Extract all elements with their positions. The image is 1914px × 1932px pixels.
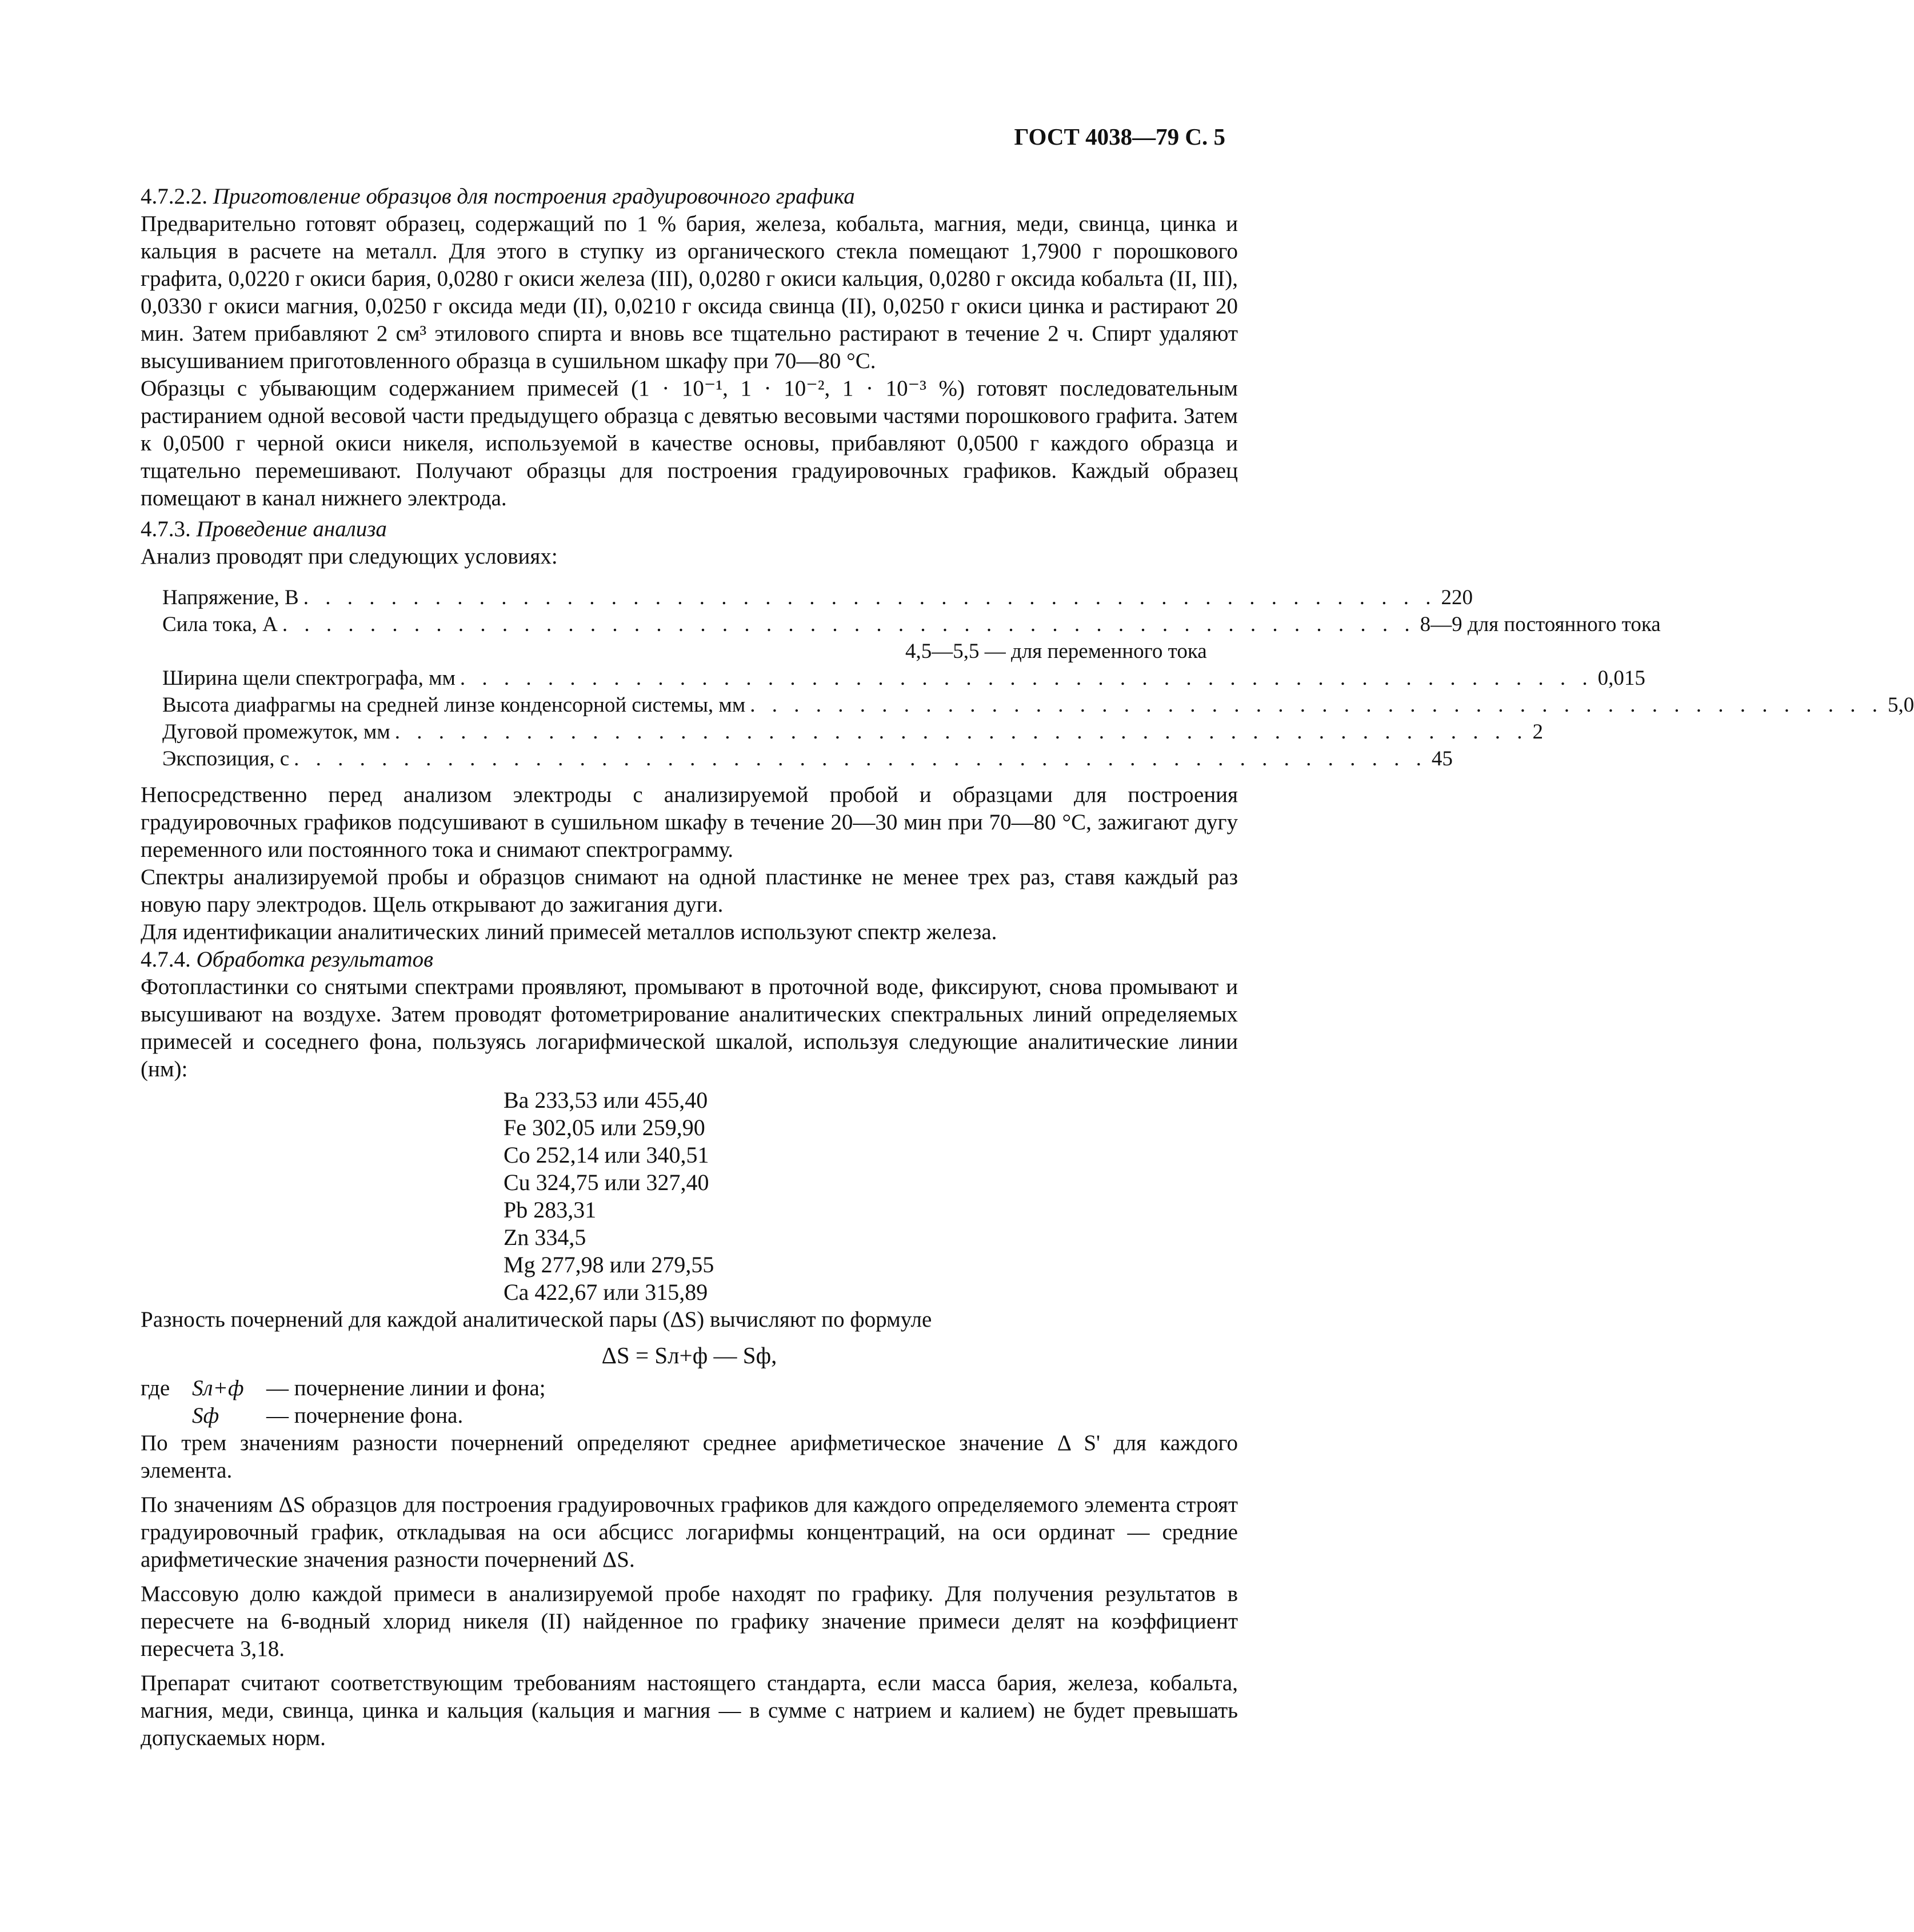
definition-symbol: Sл+ф xyxy=(192,1376,244,1400)
section-title: Проведение анализа xyxy=(196,517,387,541)
condition-value: 220 xyxy=(1441,586,1473,609)
definition-row xyxy=(141,1402,1238,1430)
condition-value-extra: 4,5—5,5 — для переменного тока xyxy=(905,640,1207,663)
analytical-line: Zn 334,5 xyxy=(504,1224,586,1250)
condition-value: 0,015 xyxy=(1597,666,1645,690)
paragraph: Фотопластинки со снятыми спектрами проявляют, промывают в проточной воде, фиксируют, снова промывают и высушивают на воздухе. Затем проводят фотометрирование аналитических спектральных линий определяемых примесей и соседнего фона, пользуясь логарифмической шкалой, используя следующие аналитические линии (нм): xyxy=(141,975,1238,1081)
condition-label: Высота диафрагмы на средней линзе конденсорной системы, мм xyxy=(162,693,746,717)
paragraph: Массовую долю каждой примеси в анализируемой пробе находят по графику. Для получения результатов в пересчете на 6-водный хлорид никеля (II) найденное по графику значение примеси делят на коэффициент пересчета 3,18. xyxy=(141,1582,1238,1661)
definition-row xyxy=(141,1375,1238,1402)
leader-dots: . . . . . . . . . . . . . . . . . . . . . . . . . . . . . . . . . . . . . . . . . . . . . . . . . . . . xyxy=(303,586,1437,609)
condition-label: Экспозиция, с xyxy=(162,747,290,771)
leader-dots: . . . . . . . . . . . . . . . . . . . . . . . . . . . . . . . . . . . . . . . . . . . . . . . . . . . . xyxy=(294,747,1427,771)
analytical-line: Co 252,14 или 340,51 xyxy=(504,1142,709,1168)
section-heading-474 xyxy=(141,946,1238,973)
condition-value: 8—9 для постоянного тока xyxy=(1420,613,1661,636)
leader-dots: . . . . . . . . . . . . . . . . . . . . . . . . . . . . . . . . . . . . . . . . . . . . . . . . . . . . xyxy=(750,693,1884,717)
section-number: 4.7.4. xyxy=(141,947,191,972)
document-body xyxy=(141,183,1914,1752)
definition-symbol: Sф xyxy=(192,1403,219,1428)
leader-dots: . . . . . . . . . . . . . . . . . . . . . . . . . . . . . . . . . . . . . . . . . . . . . . . . . . . . xyxy=(394,720,1528,744)
section-title: Приготовление образцов для построения градуировочного графика xyxy=(213,184,855,209)
formula: ΔS = Sл+ф — Sф, xyxy=(601,1342,777,1368)
analytical-line: Fe 302,05 или 259,90 xyxy=(504,1115,705,1140)
paragraph: Непосредственно перед анализом электроды с анализируемой пробой и образцами для построения градуировочных графиков подсушивают в сушильном шкафу в течение 20—30 мин при 70—80 °С, зажигают дугу переменного или постоянного тока и снимают спектрограмму. xyxy=(141,783,1238,862)
condition-label: Сила тока, А xyxy=(162,613,278,636)
condition-label: Дуговой промежуток, мм xyxy=(162,720,390,744)
condition-label: Напряжение, В xyxy=(162,586,299,609)
section-number: 4.7.3. xyxy=(141,517,191,541)
section-number: 4.7.2.2. xyxy=(141,184,207,209)
condition-row xyxy=(162,584,1473,611)
paragraph: Образцы с убывающим содержанием примесей (1 · 10⁻¹, 1 · 10⁻², 1 · 10⁻³ %) готовят последовательным растиранием одной весовой части предыдущего образца с девятью весовыми частями порошкового графита. Затем к 0,0500 г черной окиси никеля, используемой в качестве основы, прибавляют 0,0500 г каждого образца и тщательно перемешивают. Получают образцы для построения градуировочных графиков. Каждый образец помещают в канал нижнего электрода. xyxy=(141,376,1238,510)
paragraph: Препарат считают соответствующим требованиям настоящего стандарта, если масса бария, железа, кобальта, магния, меди, свинца, цинка и кальция (кальция и магния — в сумме с натрием и калием) не будет превышать допускаемых норм. xyxy=(141,1671,1238,1750)
section-heading-473 xyxy=(141,516,1238,543)
analytical-line: Ca 422,67 или 315,89 xyxy=(504,1279,708,1305)
analysis-conditions xyxy=(162,584,1914,772)
condition-value: 5,0 xyxy=(1888,693,1914,717)
paragraph: По значениям ΔS образцов для построения градуировочных графиков для каждого определяемого элемента строят градуировочный график, откладывая на оси абсцисс логарифмы концентраций, на оси ординат — средние арифметические значения разности почернений ΔS. xyxy=(141,1492,1238,1572)
definition-text: — почернение линии и фона; xyxy=(266,1376,546,1400)
condition-row xyxy=(162,665,1645,692)
definition-text: — почернение фона. xyxy=(266,1403,463,1428)
page-header: ГОСТ 4038—79 С. 5 xyxy=(1014,123,1225,150)
condition-label: Ширина щели спектрографа, мм xyxy=(162,666,455,690)
condition-value: 2 xyxy=(1532,720,1543,744)
definition-prefix: где xyxy=(141,1376,170,1400)
condition-row xyxy=(162,611,1661,638)
paragraph: По трем значениям разности почернений определяют среднее арифметическое значение Δ S' для каждого элемента. xyxy=(141,1431,1238,1483)
condition-row xyxy=(162,692,1914,718)
formula-definitions xyxy=(141,1375,1238,1430)
analytical-lines-list xyxy=(504,1087,1238,1306)
condition-value: 45 xyxy=(1431,747,1453,771)
paragraph: Предварительно готовят образец, содержащий по 1 % бария, железа, кобальта, магния, меди, свинца, цинка и кальция в расчете на металл. Для этого в ступку из органического стекла помещают 1,7900 г порошкового графита, 0,0220 г окиси бария, 0,0280 г окиси железа (III), 0,0280 г окиси кальция, 0,0280 г оксида кобальта (II, III), 0,0330 г окиси магния, 0,0250 г оксида меди (II), 0,0210 г оксида свинца (II), 0,0250 г окиси цинка и растирают 20 мин. Затем прибавляют 2 см³ этилового спирта и вновь все тщательно растирают в течение 2 ч. Спирт удаляют высушиванием приготовленного образца в сушильном шкафу при 70—80 °С. xyxy=(141,211,1238,373)
analytical-line: Cu 324,75 или 327,40 xyxy=(504,1169,709,1195)
leader-dots: . . . . . . . . . . . . . . . . . . . . . . . . . . . . . . . . . . . . . . . . . . . . . . . . . . . . xyxy=(282,613,1416,636)
paragraph: Для идентификации аналитических линий примесей металлов используют спектр железа. xyxy=(141,920,997,944)
paragraph: Спектры анализируемой пробы и образцов снимают на одной пластинке не менее трех раз, ставя каждый раз новую пару электродов. Щель открывают до зажигания дуги. xyxy=(141,865,1238,917)
leader-dots: . . . . . . . . . . . . . . . . . . . . . . . . . . . . . . . . . . . . . . . . . . . . . . . . . . . . xyxy=(459,666,1593,690)
analytical-line: Mg 277,98 или 279,55 xyxy=(504,1252,714,1278)
analytical-line: Pb 283,31 xyxy=(504,1197,597,1223)
condition-row xyxy=(162,745,1453,772)
section-title: Обработка результатов xyxy=(196,947,434,972)
paragraph: Анализ проводят при следующих условиях: xyxy=(141,544,558,569)
condition-row xyxy=(162,718,1543,745)
paragraph: Разность почернений для каждой аналитической пары (ΔS) вычисляют по формуле xyxy=(141,1307,932,1332)
analytical-line: Ba 233,53 или 455,40 xyxy=(504,1087,708,1113)
section-heading-4722 xyxy=(141,183,1238,210)
